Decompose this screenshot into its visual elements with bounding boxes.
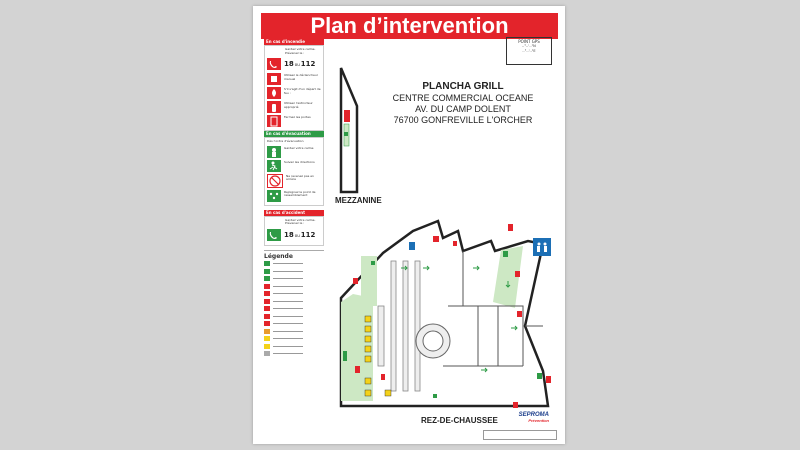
evac-note-3: Suivez les directions: [284, 159, 315, 164]
fire-intro: Gardez votre calme. Prévenez le :: [285, 47, 316, 55]
fire-section-heading: En cas d'incendie: [264, 39, 324, 45]
intervention-plan-poster: [253, 6, 565, 444]
evacuation-section-heading: En cas d'évacuation: [264, 131, 324, 137]
evac-note-5: Rejoignez le point de rassemblement: [284, 189, 316, 198]
accident-phone-a: 18: [284, 230, 294, 239]
floor-plans: [253, 6, 565, 444]
address-line-3: 76700 GONFREVILLE L'ORCHER: [393, 115, 533, 125]
gps-lat: ..°..'.."N: [522, 44, 536, 48]
ground-floor-plan: [341, 221, 551, 408]
accident-section-heading: En cas d'accident: [264, 210, 324, 216]
brand-sub: Prévention: [528, 418, 549, 423]
footer-info-strip: [483, 430, 557, 440]
gps-label: POINT GPS: [518, 39, 540, 44]
address-line-2: AV. DU CAMP DOLENT: [415, 104, 511, 114]
fire-phone-b: 112: [300, 60, 316, 69]
evac-note-1: Dès l'ordre d'évacuation: [267, 139, 304, 144]
site-name: PLANCHA GRILL: [422, 81, 504, 92]
mezzanine-plan: [341, 68, 357, 192]
accident-intro: Gardez votre calme. Prévenez le :: [285, 217, 316, 226]
fire-phone-or: ou: [294, 62, 300, 68]
fire-phone-a: 18: [284, 60, 294, 69]
fire-note-1: Utilisez le déclencheur manuel: [284, 73, 318, 81]
address-line-1: CENTRE COMMERCIAL OCEANE: [392, 93, 534, 103]
assembly-point-sign: [533, 238, 551, 256]
brand-name: SEPROMA: [518, 412, 549, 418]
accident-phone-or: ou: [294, 232, 300, 238]
fire-note-4: Fermez les portes: [284, 115, 311, 120]
evac-note-4: Ne revenez pas en arrière: [286, 173, 314, 182]
ground-floor-label: REZ-DE-CHAUSSEE: [421, 416, 498, 425]
legend-title: Légende: [264, 250, 324, 260]
brand-logo: [505, 412, 549, 430]
evac-note-2: Gardez votre calme: [284, 145, 314, 150]
accident-phone-b: 112: [300, 230, 316, 239]
fire-note-2: S'il s'agit d'un départ de feu :: [284, 87, 321, 95]
mezzanine-label: MEZZANINE: [335, 196, 382, 205]
plan-title: Plan d’intervention: [261, 13, 558, 39]
gps-lon: ..°..'.."E: [522, 49, 536, 53]
fire-note-3: Utilisez l'extincteur approprié: [284, 101, 313, 109]
